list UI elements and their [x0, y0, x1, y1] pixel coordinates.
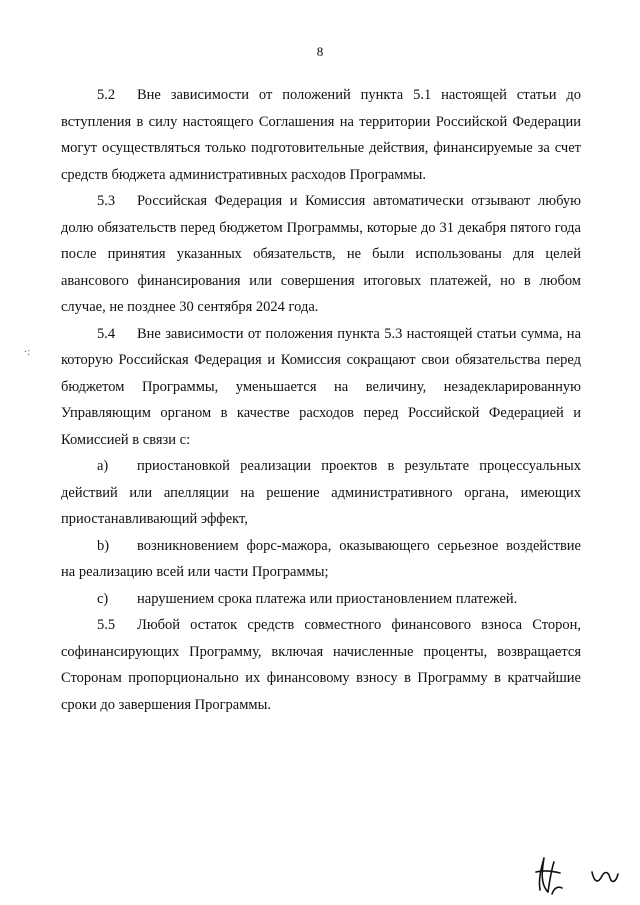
- list-item-mark: c): [97, 590, 109, 607]
- signature-mark-1: [536, 858, 562, 894]
- list-item-b: [61, 533, 581, 586]
- paragraph-number: 5.4: [97, 325, 116, 342]
- document-body: [61, 82, 581, 718]
- list-item-c: [61, 586, 581, 613]
- paragraph-number: 5.3: [97, 193, 116, 209]
- paragraph-5-4: [61, 321, 581, 454]
- signature-mark-2: [592, 872, 618, 881]
- signature-initials: [530, 848, 630, 903]
- paragraph-5-2: [61, 82, 581, 188]
- list-item-mark: b): [97, 537, 110, 554]
- paragraph-5-3: [61, 188, 581, 321]
- list-item-text: приостановкой реализации проектов в результате процессуальных действий или апелляции на решение административного органа, имеющих приостанавливающий эффект,: [61, 458, 581, 527]
- paragraph-text: Вне зависимости от положений пункта 5.1 настоящей статьи до вступления в силу настоящего Соглашения на территории Российской Федерации могут осуществляться только подготовительные действия, финансируемые за счет средств бюджета административных расходов Программы.: [61, 87, 581, 183]
- paragraph-text: Российская Федерация и Комиссия автоматически отзывают любую долю обязательств перед бюджетом Программы, которые до 31 декабря пятого года после принятия указанных обязательств, не были использованы для целей авансового финансирования или совершения итоговых платежей, но в любом случае, не позднее 30 сентября 2024 года.: [61, 193, 581, 315]
- paragraph-text: Любой остаток средств совместного финансового взноса Сторон, софинансирующих Программу, включая начисленные проценты, возвращается Сторонам пропорционально их финансовому взносу в Программу в кратчайшие сроки до завершения Программы.: [61, 617, 581, 713]
- page-number: 8: [316, 44, 324, 59]
- stray-mark: ·:: [24, 347, 31, 358]
- paragraph-number: 5.2: [97, 87, 116, 103]
- paragraph-5-5: [61, 612, 581, 718]
- list-item-a: [61, 453, 581, 533]
- paragraph-text: Вне зависимости от положения пункта 5.3 настоящей статьи сумма, на которую Российская Федерация и Комиссия сокращают свои обязательства перед бюджетом Программы, уменьшается на величину, незадекларированную Управляющим органом в качестве расходов перед Российской Федерацией и Комиссией в связи с:: [61, 325, 581, 448]
- list-item-mark: a): [97, 458, 109, 474]
- paragraph-number: 5.5: [97, 617, 116, 633]
- list-item-text: нарушением срока платежа или приостановлением платежей.: [137, 590, 518, 607]
- list-item-text: возникновением форс-мажора, оказывающего серьезное воздействие на реализацию всей или части Программы;: [61, 537, 581, 580]
